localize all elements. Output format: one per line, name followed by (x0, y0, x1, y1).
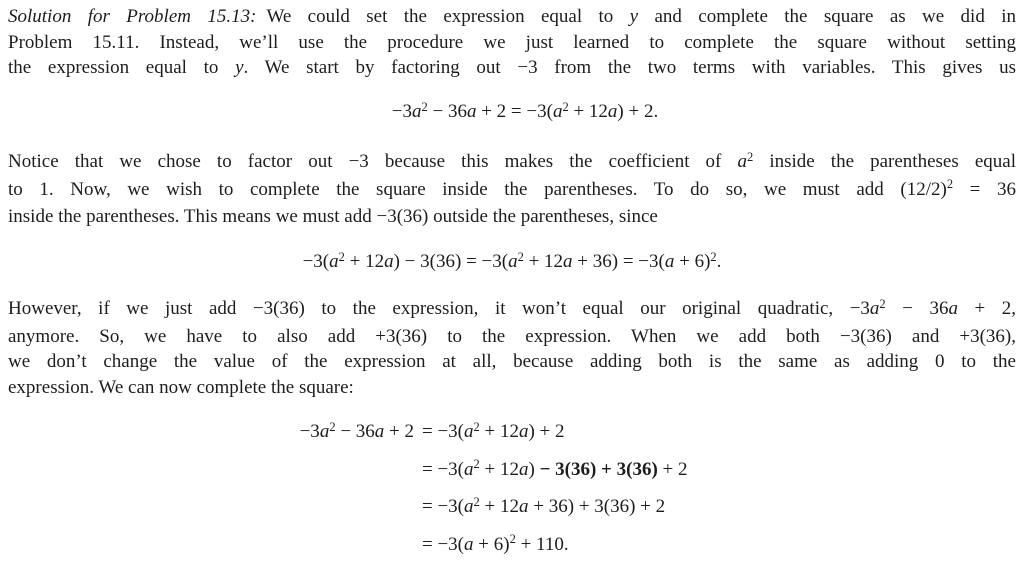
text-segment: a (464, 496, 474, 517)
text-segment: + 12 (344, 251, 385, 272)
superscript-exponent: 2 (509, 532, 516, 546)
text-line (8, 296, 1016, 324)
text-segment: anymore. So, we have to also add +3(36) to the expression. When we add both −3(36) and +3(36), (8, 325, 1016, 347)
solution-intro-paragraph (8, 4, 1016, 81)
text-segment: expression. We can now complete the square: (8, 376, 354, 398)
equation-lhs (8, 452, 414, 490)
text-line (8, 324, 1016, 350)
text-line (8, 177, 1016, 205)
superscript-exponent: 2 (517, 249, 524, 264)
text-segment: = −3( (422, 533, 465, 555)
text-segment: Notice that we chose to factor out −3 because this makes the coefficient of (8, 151, 738, 172)
text-segment: and complete the square as we did in (638, 6, 1016, 27)
text-segment: + 6) (473, 533, 510, 555)
equation-rhs (414, 527, 1016, 564)
superscript-exponent: 2 (329, 419, 336, 434)
text-segment: ) + 2. (617, 101, 659, 122)
text-segment: a (737, 151, 747, 172)
text-segment: −3( (302, 251, 330, 272)
text-segment: a (384, 251, 394, 272)
text-segment: we don’t change the value of the expression at all, because adding both is the same as adding 0 to the (8, 351, 1016, 373)
superscript-exponent: 2 (946, 177, 954, 192)
square-identity-equation (8, 247, 1016, 278)
text-segment: a (466, 101, 477, 122)
equation-rhs (414, 489, 1016, 527)
text-segment: inside the parentheses equal (753, 151, 1016, 172)
text-segment: + 2, (957, 298, 1017, 319)
text-segment: + 110. (515, 533, 569, 555)
text-line (8, 30, 1016, 56)
text-line (8, 4, 1016, 30)
text-line (8, 149, 1016, 177)
text-segment: a (518, 421, 529, 442)
text-segment: + 2 (384, 421, 414, 442)
text-segment: + 12 (479, 458, 519, 480)
text-segment: −3 (391, 101, 412, 122)
text-segment: to 1. Now, we wish to complete the square inside the parentheses. To do so, we must add (12/2) (8, 178, 947, 200)
text-segment: − 36 (885, 298, 949, 319)
text-segment: Problem 15.11. Instead, we’ll use the procedure we just learned to complete the square without setting (8, 31, 1016, 53)
text-segment: a (518, 496, 529, 517)
text-segment: + 36) = −3( (572, 251, 665, 272)
text-segment: Solution for Problem 15.13: (8, 6, 257, 27)
equation-lhs (8, 489, 414, 527)
text-line (8, 375, 1016, 401)
text-segment: a (464, 533, 474, 555)
add-both-terms-paragraph (8, 296, 1016, 400)
text-segment: + 12 (479, 496, 519, 517)
text-segment: − 36 (427, 101, 467, 122)
text-segment: + 2 = −3( (476, 101, 553, 122)
text-segment: = −3( (422, 458, 465, 480)
superscript-exponent: 2 (562, 99, 569, 114)
text-segment: a (464, 458, 474, 480)
text-segment: ) + 2 (528, 421, 565, 442)
text-segment: − 3(36) + 3(36) (539, 458, 658, 480)
text-segment: = −3( (422, 421, 465, 442)
text-segment: + 36) + 3(36) + 2 (528, 496, 666, 517)
equation-rhs (414, 414, 1016, 452)
equation-content (303, 247, 722, 278)
text-line (8, 55, 1016, 81)
coefficient-explanation-paragraph (8, 149, 1016, 230)
text-segment: = −3( (422, 496, 465, 517)
text-segment: a (869, 298, 880, 319)
text-segment: y (629, 6, 639, 27)
superscript-exponent: 2 (710, 249, 717, 264)
text-segment: a (464, 421, 474, 442)
text-segment: . We start by factoring out −3 from the two terms with variables. This gives us (243, 57, 1016, 79)
superscript-exponent: 2 (746, 149, 754, 164)
text-segment: We could set the expression equal to (266, 6, 630, 27)
text-segment: a (374, 421, 385, 442)
text-segment: a (607, 101, 618, 122)
superscript-exponent: 2 (338, 249, 345, 264)
text-segment: ) (528, 458, 540, 480)
text-segment: + 12 (523, 251, 564, 272)
text-segment: inside the parentheses. This means we must add −3(36) outside the parentheses, since (8, 206, 658, 228)
text-segment: . (716, 251, 722, 272)
text-segment: a (319, 421, 330, 442)
text-segment: ) − 3(36) = −3( (393, 251, 509, 272)
equation-lhs (8, 527, 414, 564)
text-segment: + 12 (568, 101, 608, 122)
text-segment: y (235, 57, 244, 79)
text-segment: + 2 (657, 458, 688, 480)
text-segment: + 6) (674, 251, 711, 272)
superscript-exponent: 2 (473, 494, 480, 509)
factored-form-equation (8, 97, 1016, 128)
final-derivation-equations (8, 414, 1016, 564)
text-segment: a (552, 101, 563, 122)
text-segment: a (563, 251, 573, 272)
equation-lhs (8, 414, 414, 452)
equation-content (392, 97, 658, 128)
text-segment: a (508, 251, 518, 272)
text-segment: + 12 (479, 421, 519, 442)
text-segment: the expression equal to (8, 57, 236, 79)
text-segment: = 36 (953, 178, 1017, 200)
equation-rhs (414, 452, 1016, 490)
text-segment: a (329, 251, 339, 272)
text-segment: a (518, 458, 529, 480)
text-segment: However, if we just add −3(36) to the expression, it won’t equal our original quadratic, −3 (8, 298, 870, 319)
superscript-exponent: 2 (879, 296, 886, 311)
superscript-exponent: 2 (473, 457, 480, 471)
text-line (8, 349, 1016, 375)
text-segment: a (664, 251, 675, 272)
superscript-exponent: 2 (421, 99, 428, 114)
text-line (8, 204, 1016, 230)
text-segment: − 36 (335, 421, 375, 442)
text-segment: a (412, 101, 422, 122)
text-segment: a (948, 298, 958, 319)
text-segment: −3 (299, 421, 320, 442)
superscript-exponent: 2 (473, 419, 480, 434)
